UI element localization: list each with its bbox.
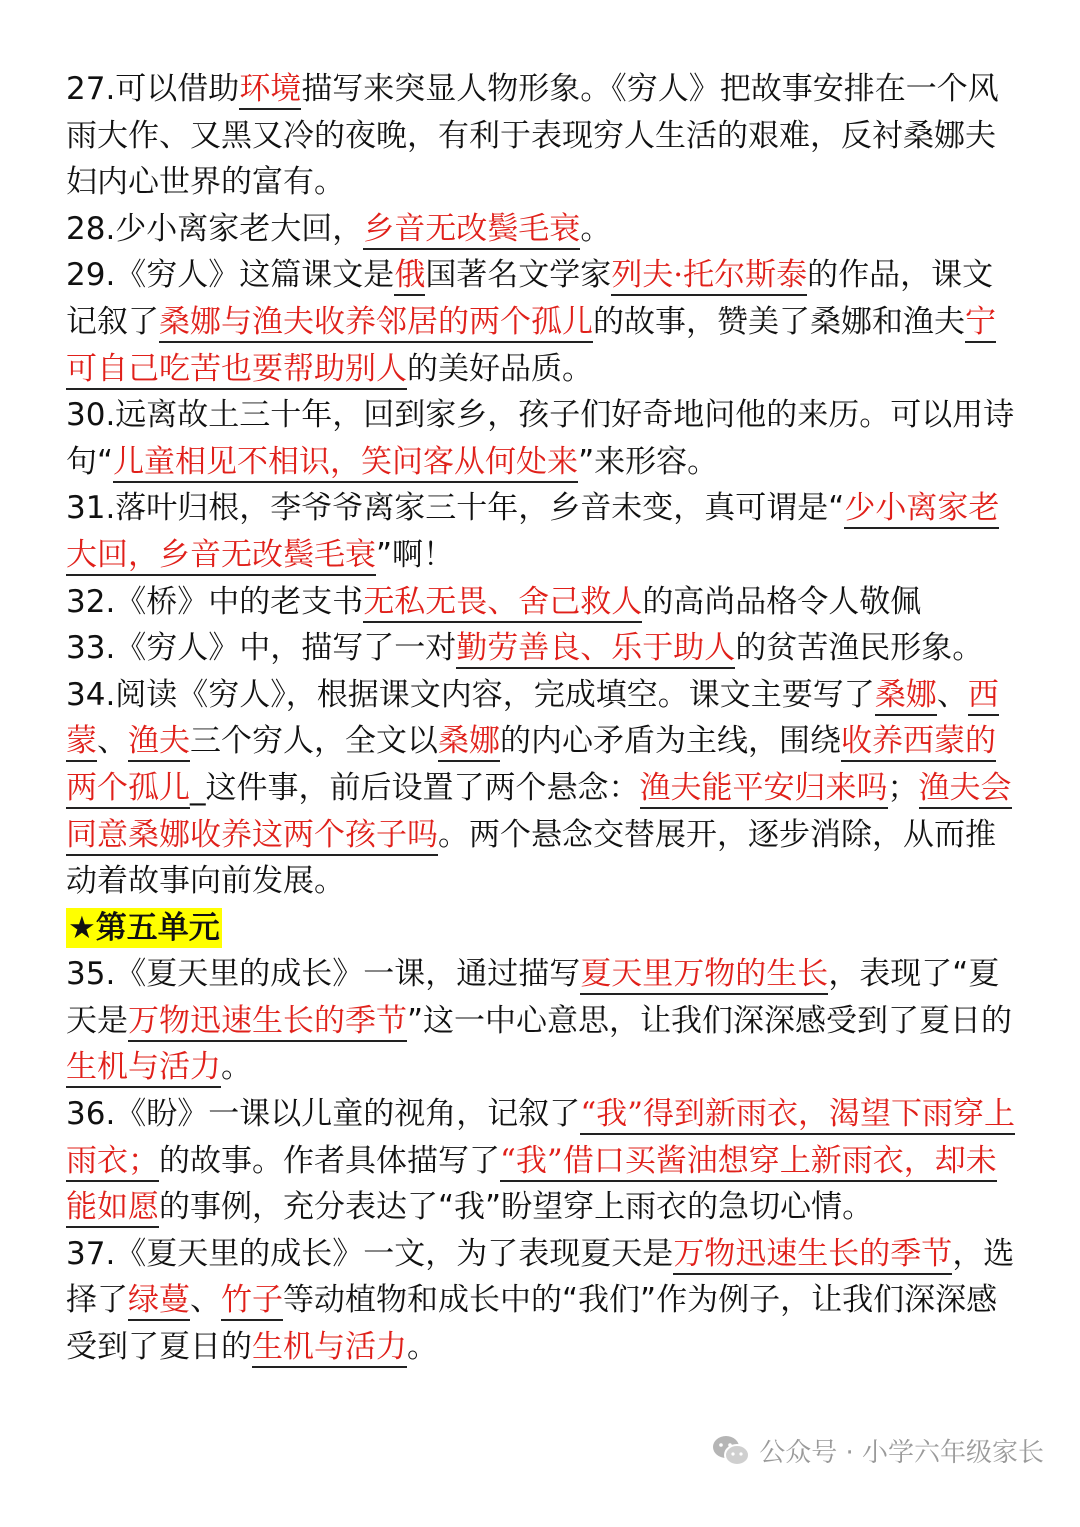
answer-text: 绿蔓 — [128, 1282, 190, 1321]
question-item — [66, 1231, 1021, 1371]
question-text: 、 — [936, 676, 968, 713]
answer-text: 乡音无改鬓毛衰 — [363, 211, 580, 250]
question-item — [66, 579, 1021, 626]
answer-text: 渔夫会同意桑娜收养这两个孩子吗 — [66, 770, 1012, 856]
question-item — [66, 1091, 1021, 1231]
answer-text: 儿童相见不相识，笑问客从何处来 — [113, 444, 578, 483]
question-item — [66, 672, 1021, 905]
question-item — [66, 206, 1021, 253]
answer-text: 万物迅速生长的季节 — [128, 1003, 407, 1042]
question-text: 27.可以借助 — [66, 71, 240, 107]
question-text: 的贫苦渔民形象。 — [735, 630, 984, 667]
question-item — [66, 625, 1021, 672]
question-item — [66, 485, 1021, 578]
question-text: 36.《盼》一课以儿童的视角，记叙了 — [66, 1096, 581, 1133]
question-text: ，选择了 — [66, 1235, 1015, 1319]
answer-text: 无私无畏、舍己救人 — [363, 584, 642, 623]
question-text: 34.阅读《穷人》，根据课文内容，完成填空。课文主要写了 — [66, 676, 875, 713]
answer-text: 竹子 — [221, 1282, 283, 1321]
answer-text: 渔夫能平安归来吗 — [640, 770, 888, 809]
answer-text: 夏天里万物的生长 — [580, 956, 828, 995]
question-text: 的事例，充分表达了“我”盼望穿上雨衣的急切心情。 — [159, 1189, 874, 1226]
section-title: ★第五单元 — [68, 909, 220, 946]
question-text: 国著名文学家 — [425, 257, 612, 294]
question-text: 。 — [580, 210, 612, 247]
question-text: 。两个悬念交替展开，逐步消除，从而推动着故事向前发展。 — [66, 816, 996, 900]
document-body — [66, 66, 1021, 1371]
answer-text: 桑娜 — [875, 677, 937, 716]
question-text: 描写来突显人物形象。《穷人》把故事安排在一个风雨大作、又黑又冷的夜晚，有利于表现穷人生活的艰难，反衬桑娜夫妇内心世界的富有。 — [66, 71, 999, 201]
question-text: ”啊！ — [376, 536, 455, 573]
answer-text: 俄 — [394, 257, 425, 296]
question-text: 31.落叶归根，李爷爷离家三十年，乡音未变，真可谓是“ — [66, 490, 845, 527]
wechat-icon — [711, 1434, 751, 1468]
answer-text: 万物迅速生长的季节 — [673, 1236, 952, 1275]
question-text: 28.少小离家老大回， — [66, 210, 364, 247]
answer-text: 环境 — [239, 71, 301, 110]
answer-text: 列夫·托尔斯泰 — [611, 257, 807, 296]
question-text: 的作品，课文记叙了 — [66, 257, 994, 340]
question-item — [66, 66, 1021, 206]
question-text: 的内心矛盾为主线，围绕 — [500, 723, 841, 760]
question-text: 、 — [97, 723, 128, 760]
answer-text: 西蒙 — [66, 677, 999, 763]
question-text: 。 — [407, 1329, 438, 1366]
question-text: 32.《桥》中的老支书 — [66, 583, 364, 620]
question-text: 。 — [221, 1049, 252, 1086]
question-text: ”这一中心意思，让我们深深感受到了夏日的 — [407, 1002, 1013, 1039]
answer-text: 渔夫 — [128, 723, 190, 762]
answer-text: 勤劳善良、乐于助人 — [456, 630, 735, 669]
question-text: 30.远离故土三十年，回到家乡，孩子们好奇地问他的来历。可以用诗句“ — [66, 397, 1015, 480]
answer-text: 生机与活力 — [66, 1049, 221, 1088]
answer-text: 生机与活力 — [252, 1329, 407, 1368]
question-text: 33.《穷人》中，描写了一对 — [66, 630, 457, 667]
question-text: 的美好品质。 — [407, 350, 593, 387]
section-heading — [66, 905, 1021, 952]
answer-text: 少小离家老大回，乡音无改鬓毛衰 — [66, 490, 999, 576]
answer-text: “我”得到新雨衣，渴望下雨穿上雨衣； — [66, 1096, 1015, 1182]
question-text: 三个穷人，全文以 — [190, 723, 438, 760]
question-text: 的故事。作者具体描写了 — [159, 1142, 500, 1179]
answer-text: 收养西蒙的两个孤儿 — [66, 723, 996, 809]
question-item — [66, 392, 1021, 485]
answer-text: 宁可自己吃苦也要帮助别人 — [66, 304, 996, 390]
question-text: 35.《夏天里的成长》一课，通过描写 — [66, 956, 581, 993]
question-text: _这件事，前后设置了两个悬念： — [190, 769, 640, 806]
question-item — [66, 951, 1021, 1091]
watermark-text: 公众号 · 小学六年级家长 — [759, 1438, 1044, 1468]
question-text: 、 — [190, 1282, 221, 1319]
question-text: ”来形容。 — [578, 443, 719, 480]
question-text: 29.《穷人》这篇课文是 — [66, 257, 395, 294]
answer-text: 桑娜与渔夫收养邻居的两个孤儿 — [159, 304, 593, 343]
answer-text: “我”借口买酱油想穿上新雨衣，却未能如愿 — [66, 1143, 997, 1229]
question-item — [66, 252, 1021, 392]
question-text: ； — [887, 769, 919, 806]
question-text: 等动植物和成长中的“我们”作为例子，让我们深深感受到了夏日的 — [66, 1282, 998, 1366]
watermark — [711, 1432, 1044, 1469]
question-text: 的高尚品格令人敬佩 — [642, 583, 922, 620]
question-text: 的故事，赞美了桑娜和渔夫 — [593, 303, 965, 340]
question-text: 37.《夏天里的成长》一文，为了表现夏天是 — [66, 1235, 674, 1272]
answer-text: 桑娜 — [438, 723, 500, 762]
question-text: ，表现了“夏天是 — [66, 956, 1000, 1039]
